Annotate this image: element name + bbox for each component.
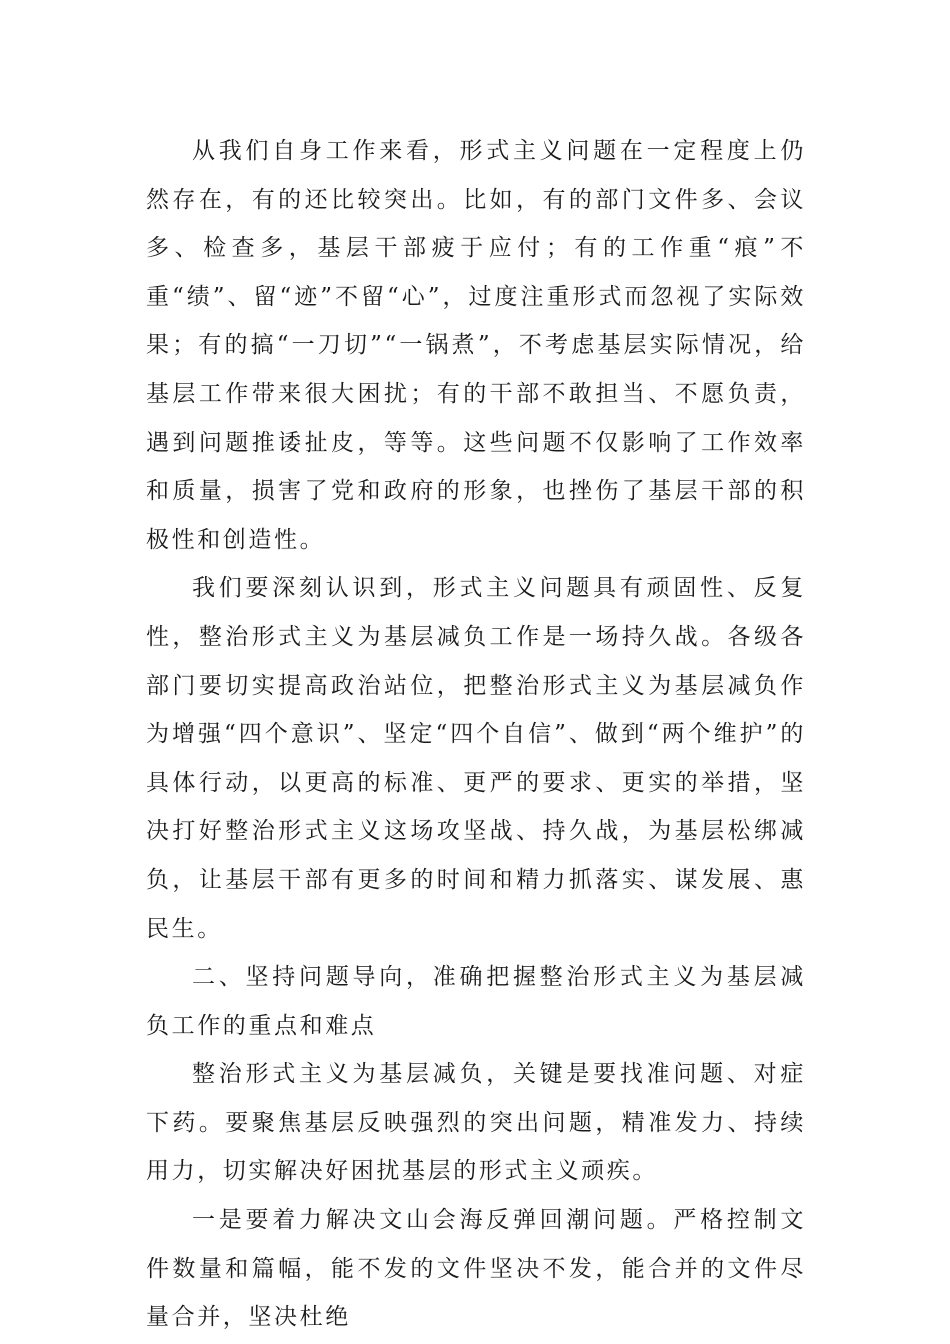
paragraph-formalism-issues: 从我们自身工作来看，形式主义问题在一定程度上仍然存在，有的还比较突出。比如，有的部门文件多、会议多、检查多，基层干部疲于应付；有的工作重“痕”不重“绩”、留“迹”不留“心”，过度注重形式而忽视了实际效果；有的搞“一刀切”“一锅煮”，不考虑基层实际情况，给基层工作带来很大困扰；有的干部不敢担当、不愿负责，遇到问题推诿扯皮，等等。这些问题不仅影响了工作效率和质量，损害了党和政府的形象，也挫伤了基层干部的积极性和创造性。 — [146, 138, 806, 553]
paragraph-deep-understanding: 我们要深刻认识到，形式主义问题具有顽固性、反复性，整治形式主义为基层减负工作是一场持久战。各级各部门要切实提高政治站位，把整治形式主义为基层减负作为增强“四个意识”、坚定“四个自信”、做到“两个维护”的具体行动，以更高的标准、更严的要求、更实的举措，坚决打好整治形式主义这场攻坚战、持久战，为基层松绑减负，让基层干部有更多的时间和精力抓落实、谋发展、惠民生。 — [146, 575, 806, 942]
paragraph-find-problems: 整治形式主义为基层减负，关键是要找准问题、对症下药。要聚焦基层反映强烈的突出问题，精准发力、持续用力，切实解决好困扰基层的形式主义顽疾。 — [146, 1061, 806, 1185]
document-body — [146, 127, 806, 1342]
section-heading-problem-oriented: 二、坚持问题导向，准确把握整治形式主义为基层减负工作的重点和难点 — [146, 964, 806, 1039]
paragraph-documents-meetings: 一是要着力解决文山会海反弹回潮问题。严格控制文件数量和篇幅，能不发的文件坚决不发，能合并的文件尽量合并，坚决杜绝 — [146, 1207, 806, 1331]
